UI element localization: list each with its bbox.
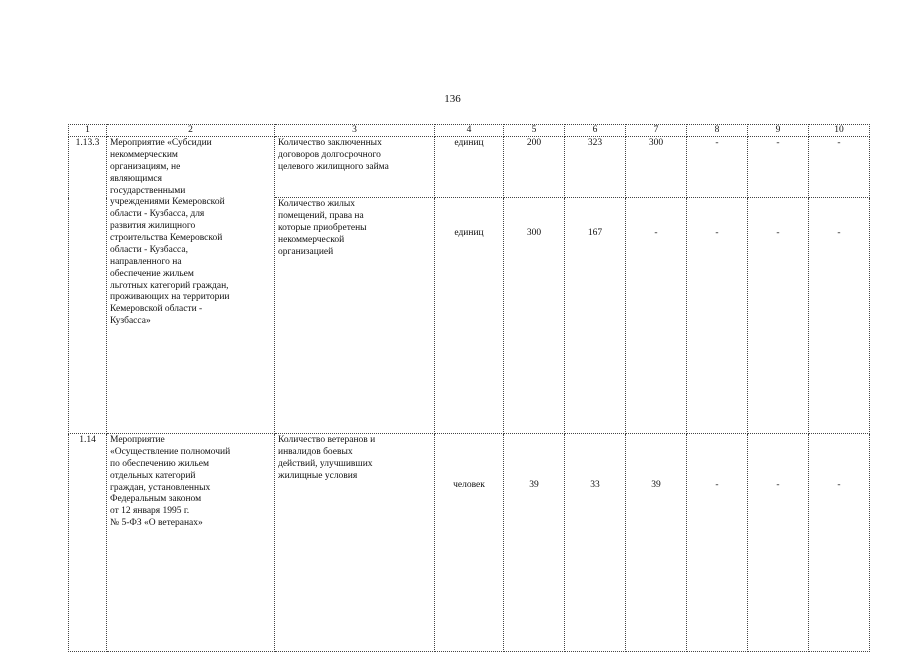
value-cell: - — [687, 198, 748, 434]
header-cell: 4 — [435, 125, 504, 137]
header-cell: 8 — [687, 125, 748, 137]
value-cell: 200 — [504, 137, 565, 198]
value-cell: 167 — [565, 198, 626, 434]
event-description: Мероприятие «Субсидии некоммерческим организациям, не являющимся государственными учреждениями Кемеровской области - Кузбасса, для развития жилищного строительства Кемеровской области - Кузбасса, направленного на обеспечение жильем льготных категорий граждан, проживающих на территории Кемеровской области - Кузбасса» — [107, 137, 275, 434]
indicators-table — [68, 124, 870, 652]
value-cell: - — [748, 137, 809, 198]
indicator-name: Количество заключенных договоров долгосрочного целевого жилищного займа — [275, 137, 435, 198]
value-cell: - — [809, 434, 870, 652]
indicator-name: Количество жилых помещений, права на которые приобретены некоммерческой организацией — [275, 198, 435, 434]
header-cell: 9 — [748, 125, 809, 137]
value-cell: - — [626, 198, 687, 434]
header-cell: 1 — [69, 125, 107, 137]
item-code: 1.14 — [69, 434, 107, 652]
value-cell: - — [809, 198, 870, 434]
table-row — [69, 137, 870, 198]
value-cell: 323 — [565, 137, 626, 198]
value-cell: - — [687, 434, 748, 652]
header-cell: 7 — [626, 125, 687, 137]
header-cell: 3 — [275, 125, 435, 137]
unit-cell: человек — [435, 434, 504, 652]
item-code: 1.13.3 — [69, 137, 107, 434]
value-cell: 300 — [626, 137, 687, 198]
value-cell: 33 — [565, 434, 626, 652]
value-cell: 39 — [626, 434, 687, 652]
unit-cell: единиц — [435, 137, 504, 198]
page-number: 136 — [444, 93, 461, 105]
unit-cell: единиц — [435, 198, 504, 434]
indicator-name: Количество ветеранов и инвалидов боевых действий, улучшивших жилищные условия — [275, 434, 435, 652]
header-cell: 6 — [565, 125, 626, 137]
value-cell: 300 — [504, 198, 565, 434]
value-cell: - — [748, 198, 809, 434]
value-cell: - — [809, 137, 870, 198]
table-row — [69, 434, 870, 652]
value-cell: 39 — [504, 434, 565, 652]
header-cell: 10 — [809, 125, 870, 137]
header-row — [69, 125, 870, 137]
header-cell: 2 — [107, 125, 275, 137]
value-cell: - — [748, 434, 809, 652]
header-cell: 5 — [504, 125, 565, 137]
event-description: Мероприятие «Осуществление полномочий по обеспечению жильем отдельных категорий граждан, установленных Федеральным законом от 12 января 1995 г. № 5-ФЗ «О ветеранах» — [107, 434, 275, 652]
value-cell: - — [687, 137, 748, 198]
